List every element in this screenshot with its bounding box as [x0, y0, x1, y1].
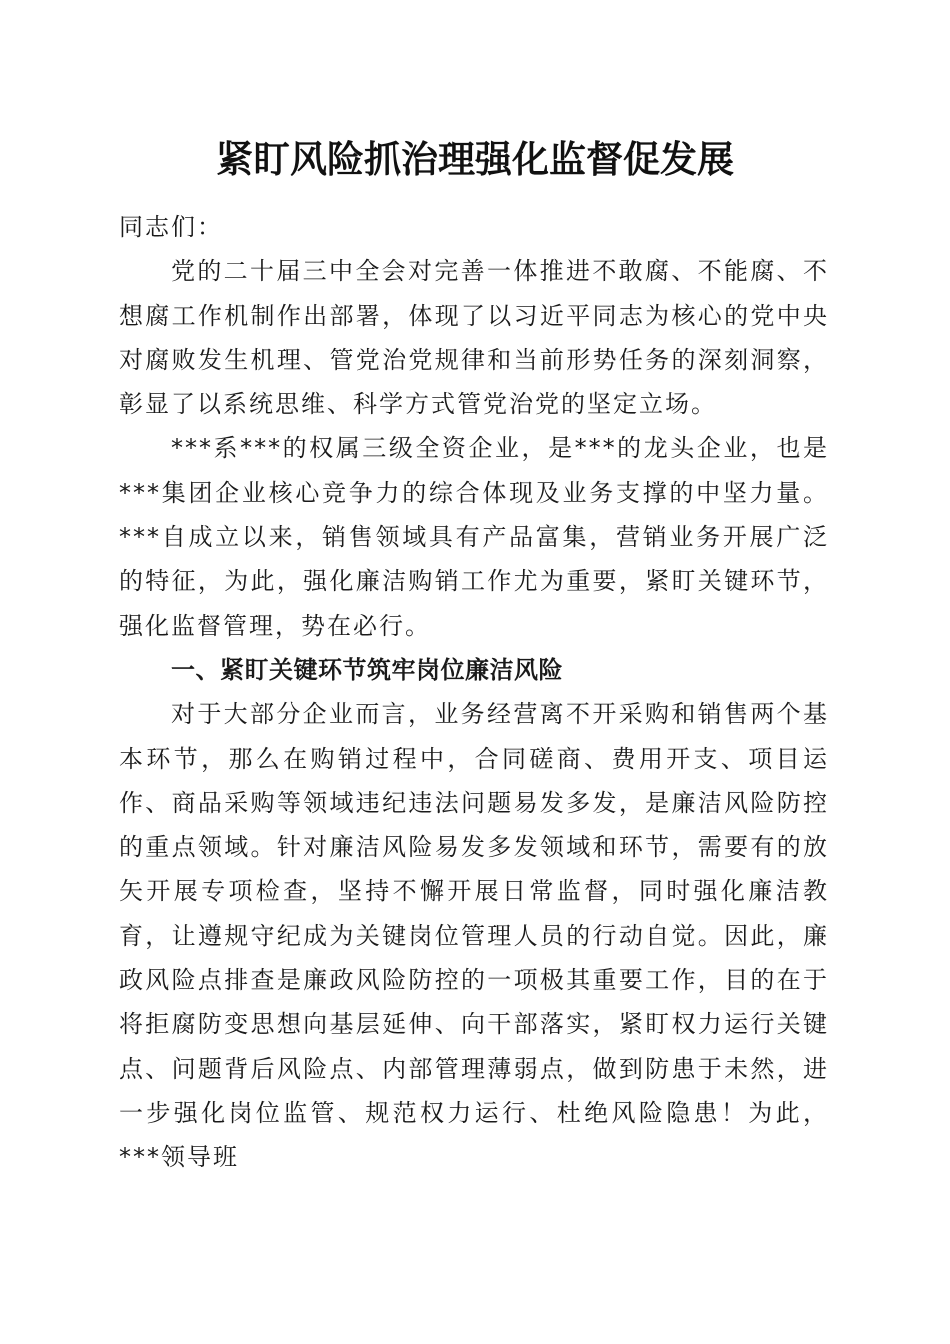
paragraph-section-one: 对于大部分企业而言，业务经营离不开采购和销售两个基本环节，那么在购销过程中，合同磋商、费用开支、项目运作、商品采购等领域违纪违法问题易发多发，是廉洁风险防控的重点领域。针对廉洁风险易发多发领域和环节，需要有的放矢开展专项检查，坚持不懈开展日常监督，同时强化廉洁教育，让遵规守纪成为关键岗位管理人员的行动自觉。因此，廉政风险点排查是廉政风险防控的一项极其重要工作，目的在于将拒腐防变思想向基层延伸、向干部落实，紧盯权力运行关键点、问题背后风险点、内部管理薄弱点，做到防患于未然，进一步强化岗位监管、规范权力运行、杜绝风险隐患！为此，***领导班 [119, 700, 829, 1172]
paragraph-intro: 党的二十届三中全会对完善一体推进不敢腐、不能腐、不想腐工作机制作出部署，体现了以习近平同志为核心的党中央对腐败发生机理、管党治党规律和当前形势任务的深刻洞察，彰显了以系统思维、科学方式管党治党的坚定立场。 [119, 257, 829, 419]
paragraph-company: ***系***的权属三级全资企业，是***的龙头企业，也是***集团企业核心竞争力的综合体现及业务支撑的中坚力量。***自成立以来，销售领域具有产品富集，营销业务开展广泛的特征，为此，强化廉洁购销工作尤为重要，紧盯关键环节，强化监督管理，势在必行。 [119, 434, 829, 640]
document-body [119, 205, 829, 1180]
document-title: 紧盯风险抓治理强化监督促发展 [216, 137, 734, 181]
section-heading: 一、紧盯关键环节筑牢岗位廉洁风险 [171, 655, 563, 684]
salutation: 同志们： [119, 213, 223, 241]
